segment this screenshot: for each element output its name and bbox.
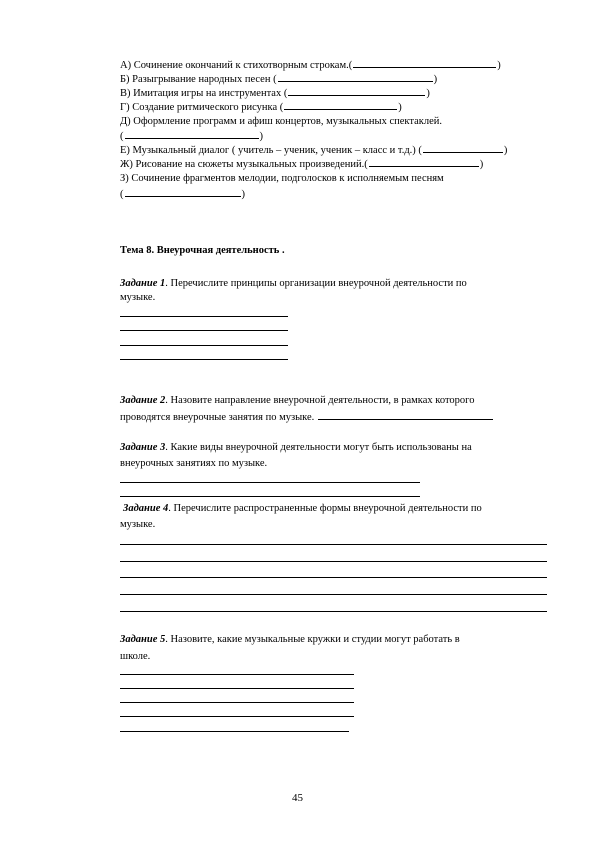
answer-line[interactable] (120, 561, 547, 562)
task-2-prompt (120, 394, 474, 407)
list-item-zh-text: Ж) Рисование на сюжеты музыкальных произведений.( (120, 159, 368, 170)
answer-line[interactable] (120, 316, 288, 317)
answer-blank-z[interactable] (125, 187, 241, 197)
section-heading: Тема 8. Внеурочная деятельность . (120, 245, 285, 256)
answer-line[interactable] (120, 594, 547, 595)
list-item-b (120, 72, 437, 86)
task-1-label: Задание 1 (120, 278, 166, 289)
task-2-text: . Назовите направление внеурочной деятельности, в рамках которого (165, 395, 475, 406)
page-number: 45 (292, 792, 303, 804)
task-2-label: Задание 2 (120, 395, 166, 406)
task-3-text: . Какие виды внеурочной деятельности могут быть использованы на (165, 442, 472, 453)
answer-blank-g[interactable] (284, 100, 397, 110)
task-3-label: Задание 3 (120, 442, 166, 453)
close-paren: ) (259, 131, 263, 142)
answer-line[interactable] (120, 359, 288, 360)
list-item-z-answer (120, 187, 245, 201)
list-item-d-answer (120, 129, 263, 143)
answer-line[interactable] (120, 496, 420, 497)
answer-blank-v[interactable] (288, 86, 425, 96)
list-item-d-text: Д) Оформление программ и афиш концертов, музыкальных спектаклей. (120, 116, 442, 127)
answer-line[interactable] (120, 577, 547, 578)
task-3-prompt (120, 441, 472, 454)
task-4-text: . Перечислите распространенные формы внеурочной деятельности по (168, 503, 482, 514)
answer-line[interactable] (120, 716, 354, 717)
list-item-b-text: Б) Разыгрывание народных песен ( (120, 74, 277, 85)
list-item-z-text: З) Сочинение фрагментов мелодии, подголосков к исполняемым песням (120, 173, 444, 184)
list-item-v (120, 86, 430, 100)
list-item-a (120, 58, 501, 72)
answer-blank-b[interactable] (278, 72, 433, 82)
answer-line[interactable] (120, 611, 547, 612)
answer-line[interactable] (120, 731, 349, 732)
list-item-v-text: В) Имитация игры на инструментах ( (120, 88, 288, 99)
task-3-prompt-cont: внеурочных занятиях по музыке. (120, 458, 268, 469)
task-5-text: . Назовите, какие музыкальные кружки и студии могут работать в (165, 634, 460, 645)
list-item-e (120, 143, 507, 157)
list-item-g (120, 100, 402, 114)
close-paren: ) (503, 145, 508, 156)
task-4-label: Задание 4 (123, 503, 169, 514)
list-item-zh (120, 157, 483, 171)
answer-line[interactable] (120, 702, 354, 703)
answer-blank-e[interactable] (423, 143, 503, 153)
open-paren: ( (120, 131, 124, 142)
answer-blank-zh[interactable] (369, 157, 479, 167)
answer-blank-a[interactable] (353, 58, 496, 68)
task-4-prompt-cont: музыке. (120, 519, 156, 530)
list-item-e-text: Е) Музыкальный диалог ( учитель – ученик, ученик – класс и т.д.) ( (120, 145, 422, 156)
answer-line[interactable] (120, 345, 288, 346)
close-paren: ) (426, 88, 430, 99)
list-item-z (120, 172, 444, 185)
answer-line[interactable] (120, 544, 547, 545)
close-paren: ) (433, 74, 438, 85)
list-item-g-text: Г) Создание ритмического рисунка ( (120, 102, 284, 113)
answer-line[interactable] (120, 688, 354, 689)
answer-line[interactable] (120, 482, 420, 483)
answer-line[interactable] (120, 674, 354, 675)
answer-blank-task-2[interactable] (318, 410, 493, 420)
open-paren: ( (120, 189, 124, 200)
close-paren: ) (398, 102, 402, 113)
task-5-prompt (120, 633, 460, 646)
close-paren: ) (497, 60, 501, 71)
task-2-prompt-cont (120, 410, 494, 424)
task-1-prompt-cont: музыке. (120, 292, 156, 303)
close-paren: ) (479, 159, 484, 170)
list-item-a-text: А) Сочинение окончаний к стихотворным строкам.( (120, 60, 353, 71)
task-2-text-cont: проводятся внеурочные занятия по музыке. (120, 412, 315, 423)
answer-line[interactable] (120, 330, 288, 331)
task-5-label: Задание 5 (120, 634, 166, 645)
task-5-prompt-cont: школе. (120, 651, 151, 662)
task-1-prompt (120, 277, 467, 290)
task-1-text: . Перечислите принципы организации внеурочной деятельности по (165, 278, 467, 289)
close-paren: ) (241, 189, 245, 200)
answer-blank-d[interactable] (125, 129, 259, 139)
list-item-d (120, 115, 442, 128)
task-4-prompt (123, 502, 482, 515)
